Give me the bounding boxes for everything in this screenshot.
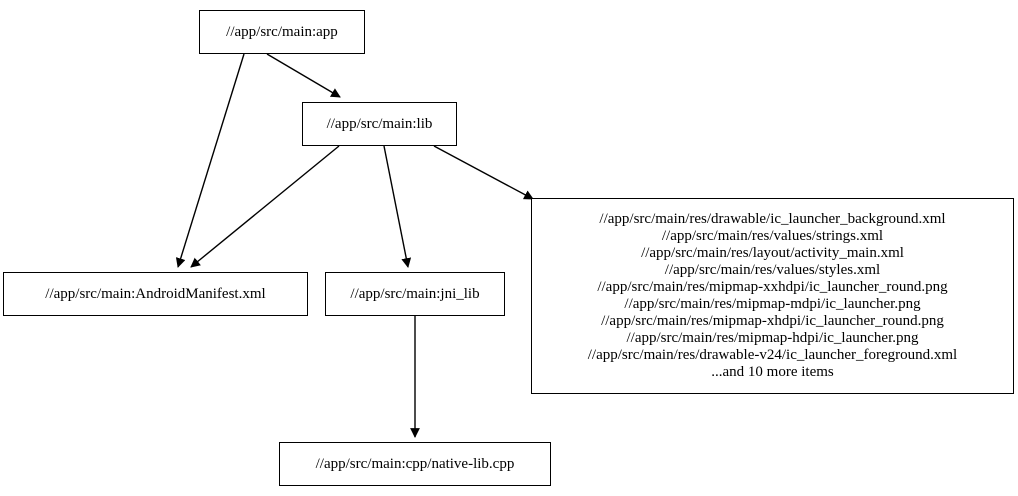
resource-line-6: //app/src/main/res/mipmap-mdpi/ic_launcher.png <box>624 296 921 312</box>
resource-line-5: //app/src/main/res/mipmap-xxhdpi/ic_launcher_round.png <box>597 279 948 295</box>
edge-lib-to-resources <box>434 146 533 199</box>
node-resources[interactable] <box>531 198 1014 394</box>
node-app[interactable] <box>199 10 365 54</box>
resource-overflow-label: ...and 10 more items <box>711 364 834 380</box>
edge-app-to-lib <box>267 54 340 97</box>
resource-line-4: //app/src/main/res/values/styles.xml <box>664 262 881 278</box>
resource-line-1: //app/src/main/res/drawable/ic_launcher_background.xml <box>599 211 946 227</box>
node-androidmanifest-label: //app/src/main:AndroidManifest.xml <box>45 285 266 302</box>
edge-lib-to-androidmanifest <box>191 146 339 267</box>
resource-line-8: //app/src/main/res/mipmap-hdpi/ic_launcher.png <box>626 330 919 346</box>
resource-line-2: //app/src/main/res/values/strings.xml <box>661 228 884 244</box>
edge-lib-to-jni-lib <box>384 146 408 267</box>
node-jni-lib[interactable] <box>325 272 505 316</box>
node-native-lib-cpp[interactable] <box>279 442 551 486</box>
node-app-label: //app/src/main:app <box>226 23 338 40</box>
node-lib[interactable] <box>302 102 457 146</box>
node-lib-label: //app/src/main:lib <box>326 115 433 132</box>
node-androidmanifest[interactable] <box>3 272 308 316</box>
node-jni-lib-label: //app/src/main:jni_lib <box>350 285 480 302</box>
node-native-lib-cpp-label: //app/src/main:cpp/native-lib.cpp <box>315 455 515 472</box>
edge-app-to-androidmanifest <box>178 54 244 267</box>
resource-line-3: //app/src/main/res/layout/activity_main.xml <box>641 245 904 261</box>
resource-line-7: //app/src/main/res/mipmap-xhdpi/ic_launcher_round.png <box>601 313 944 329</box>
resource-line-9: //app/src/main/res/drawable-v24/ic_launcher_foreground.xml <box>587 347 958 363</box>
